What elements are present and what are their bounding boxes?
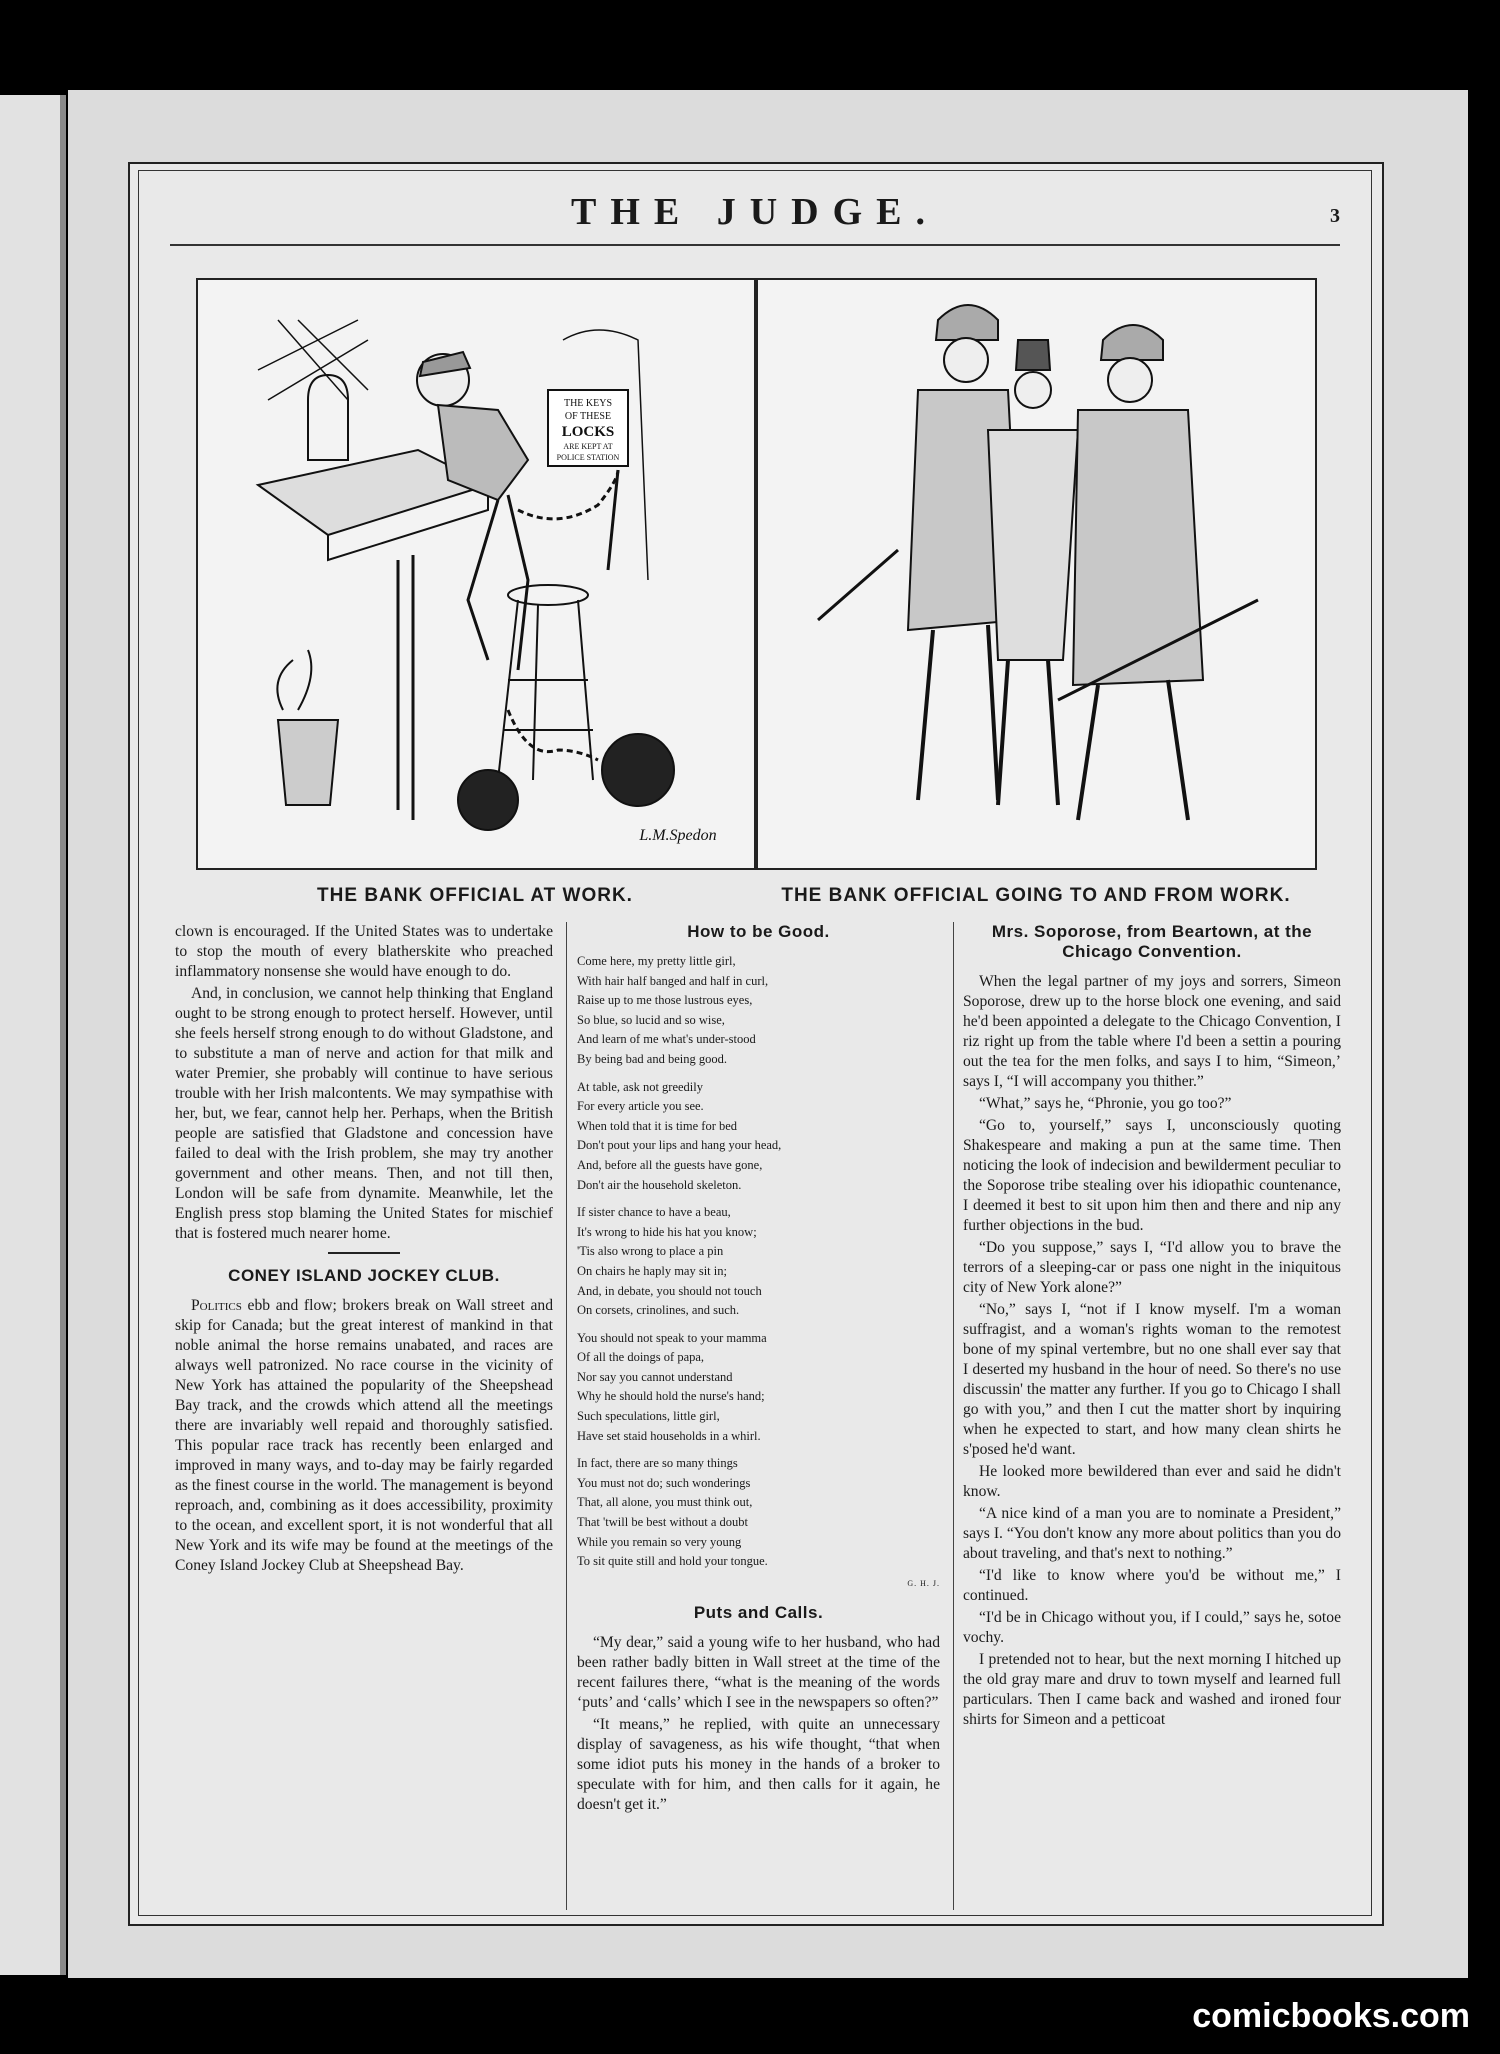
poem-line: Why he should hold the nurse's hand; xyxy=(577,1389,765,1404)
paragraph: “What,” says he, “Phronie, you go too?” xyxy=(979,1095,1232,1112)
poem-signature: G. H. J. xyxy=(907,1578,940,1588)
poem-line: If sister chance to have a beau, xyxy=(577,1205,731,1220)
poem-stanza xyxy=(577,1454,940,1572)
poem-line: And, before all the guests have gone, xyxy=(577,1157,763,1172)
poem-line: 'Tis also wrong to place a pin xyxy=(577,1244,724,1259)
paragraph: “A nice kind of a man you are to nominate a President,” says I. “You don't know any more about politics than you do about traveling, and that's next to nothing.” xyxy=(963,1505,1341,1562)
paragraph: ebb and flow; brokers break on Wall street and skip for Canada; but the great interest of mankind in that noble animal the horse remains unabated, and races are always well patronized. No race course in the vicinity of New York has attained the popularity of the Sheepshead Bay track, and the crowds which attend all the meetings there are invariably well repaid and thoroughly satisfied. This popular race track has recently been enlarged and improved in many ways, and to-day may be fairly regarded as the finest course in the world. The management is beyond reproach, and, combining as it does accessibility, proximity to the ocean, and excellent sport, it is not wonderful that all New York and its wife may be found at the meetings of the Coney Island Jockey Club at Sheepshead Bay. xyxy=(175,1297,553,1574)
poem-line: You should not speak to your mamma xyxy=(577,1330,767,1345)
paragraph: clown is encouraged. If the United States was to undertake to stop the mouth of every blatherskite who preached inflammatory nonsense she would have enough to do. xyxy=(175,923,553,980)
poem-line: In fact, there are so many things xyxy=(577,1456,738,1471)
paragraph: I pretended not to hear, but the next morning I hitched up the old gray mare and druv to town myself and learned full particulars. Then I came back and washed and ironed four shirts for Simeon and a petticoat xyxy=(963,1651,1341,1728)
paragraph: “I'd like to know where you'd be without me,” I continued. xyxy=(963,1567,1341,1604)
section-title-coney-island: CONEY ISLAND JOCKEY CLUB. xyxy=(228,1266,500,1285)
sign-line-1: THE KEYS xyxy=(563,398,613,409)
section-lead-word: Politics xyxy=(191,1297,242,1314)
poem-line: Raise up to me those lustrous eyes, xyxy=(577,993,753,1008)
poem-stanza xyxy=(577,952,940,1070)
poem-line: So blue, so lucid and so wise, xyxy=(577,1012,725,1027)
paragraph: “I'd be in Chicago without you, if I could,” says he, sotoe vochy. xyxy=(963,1609,1341,1646)
poem-line: By being bad and being good. xyxy=(577,1051,727,1066)
artist-signature: L.M.Spedon xyxy=(639,827,717,844)
paragraph: When the legal partner of my joys and sorrers, Simeon Soporose, drew up to the horse block one evening, and said he'd been appointed a delegate to the Chicago Convention, I riz right up from the table where I'd been a settin a pouring out the tea for the men folks, and says I to him, “Simeon,’ says I, “I will accompany you thither.” xyxy=(963,973,1341,1090)
poem-stanza xyxy=(577,1078,940,1196)
poem-line: And, in debate, you should not touch xyxy=(577,1283,762,1298)
poem-line: When told that it is time for bed xyxy=(577,1118,738,1133)
poem-line: Have set staid households in a whirl. xyxy=(577,1428,761,1443)
cartoon-caption-at-work: THE BANK OFFICIAL AT WORK. xyxy=(317,885,633,906)
poem-title: How to be Good. xyxy=(687,922,830,941)
sign-line-4: ARE KEPT AT xyxy=(563,442,613,451)
poem-line: Such speculations, little girl, xyxy=(577,1409,720,1424)
poem-stanza xyxy=(577,1203,940,1321)
cartoon-caption-going-to-work: THE BANK OFFICIAL GOING TO AND FROM WORK. xyxy=(781,885,1291,906)
masthead-rule xyxy=(170,244,1340,246)
column-divider xyxy=(953,922,954,1910)
paragraph: He looked more bewildered than ever and said he didn't know. xyxy=(963,1463,1341,1500)
poem-line: You must not do; such wonderings xyxy=(577,1475,751,1490)
poem xyxy=(577,952,940,1593)
story-title-puts-and-calls: Puts and Calls. xyxy=(693,1603,824,1623)
poem-line: That, all alone, you must think out, xyxy=(577,1495,753,1510)
cartoon-bank-official-at-work xyxy=(196,278,756,870)
story-title-mrs-soporose: Mrs. Soporose, from Beartown, at the Chicago Convention. xyxy=(991,922,1313,961)
column-1 xyxy=(175,922,553,1578)
section-rule xyxy=(328,1252,400,1254)
paragraph: “It means,” he replied, with quite an unnecessary display of savageness, as his wife thought, “that when some idiot puts his money in the hands of a broker to speculate with for him, and then calls for it again, he doesn't get it.” xyxy=(577,1716,940,1814)
poem-line: While you remain so very young xyxy=(577,1534,742,1549)
poem-line: Don't pout your lips and hang your head, xyxy=(577,1138,782,1153)
poem-line: Don't air the household skeleton. xyxy=(577,1177,742,1192)
adjacent-page-edge xyxy=(0,95,66,1975)
column-2 xyxy=(577,922,940,1817)
poem-line: To sit quite still and hold your tongue. xyxy=(577,1554,768,1569)
poem-line: Of all the doings of papa, xyxy=(577,1350,705,1365)
paragraph: “No,” says I, “not if I know myself. I'm a woman suffragist, and a woman's rights woman to the remotest bone of my spinal vertembre, but no one shall ever say that I deserted my husband in the hour of need. So there's no use discussin' the matter any further. If you go to Chicago I shall go with you,” and then I cut the matter short by inquiring when he expected to start, and how many clean shirts he s'posed he'd want. xyxy=(963,1301,1341,1458)
paragraph: “Go to, yourself,” says I, unconsciously quoting Shakespeare and making a pun at the same time. Then noticing the look of indecision and bewilderment peculiar to the Soporose tribe stealing over his idiopathic countenance, I deemed it best to sit upon him then and there and nip any further objections in the bud. xyxy=(963,1117,1341,1234)
cartoon-illustration-at-work xyxy=(198,280,754,868)
poem-stanza xyxy=(577,1329,940,1447)
poem-line: At table, ask not greedily xyxy=(577,1079,704,1094)
paragraph: And, in conclusion, we cannot help thinking that England ought to be strong enough to protect herself. However, until she feels herself strong enough to do without Gladstone, and to substitute a man of nerve and action for that milk and water Premier, she probably will continue to have serious trouble with her Irish malcontents. We may sympathise with her, but, we fear, cannot help her. Perhaps, when the British people are satisfied that Gladstone and concession have failed to deal with the Irish problem, she may try another government and other means. Then, and not till then, London will be safe from dynamite. Meanwhile, let the English press stop blaming the United States for mischief that is fostered much nearer home. xyxy=(175,985,553,1242)
column-divider xyxy=(566,922,567,1910)
poem-line: On corsets, crinolines, and such. xyxy=(577,1303,740,1318)
paragraph: “My dear,” said a young wife to her husband, who had been rather badly bitten in Wall street at the time of the recent failures there, “what is the meaning of the words ‘puts’ and ‘calls’ which I see in the newspapers so often?” xyxy=(577,1634,940,1712)
poem-line: That 'twill be best without a doubt xyxy=(577,1515,748,1530)
paragraph: “Do you suppose,” says I, “I'd allow you to brave the terrors of a sleeping-car or pass one night in the iniquitous city of New York alone?” xyxy=(963,1239,1341,1296)
poem-line: It's wrong to hide his hat you know; xyxy=(577,1224,757,1239)
poem-line: With hair half banged and half in curl, xyxy=(577,973,769,988)
cartoon-bank-official-going-to-work xyxy=(756,278,1317,870)
column-3 xyxy=(963,922,1341,1732)
poem-line: On chairs he haply may sit in; xyxy=(577,1263,727,1278)
sign-line-2: OF THESE xyxy=(564,411,612,422)
sign-line-5: POLICE STATION xyxy=(556,453,620,462)
sign-line-3: LOCKS xyxy=(561,424,615,440)
poem-line: And learn of me what's under-stood xyxy=(577,1032,756,1047)
masthead-title: THE JUDGE. xyxy=(570,191,940,233)
cartoon-illustration-going-to-work xyxy=(758,280,1315,868)
poem-line: For every article you see. xyxy=(577,1099,704,1114)
site-watermark: comicbooks.com xyxy=(1192,1997,1470,2035)
page-number: 3 xyxy=(1330,205,1340,227)
poem-line: Come here, my pretty little girl, xyxy=(577,954,736,968)
poem-line: Nor say you cannot understand xyxy=(577,1369,733,1384)
